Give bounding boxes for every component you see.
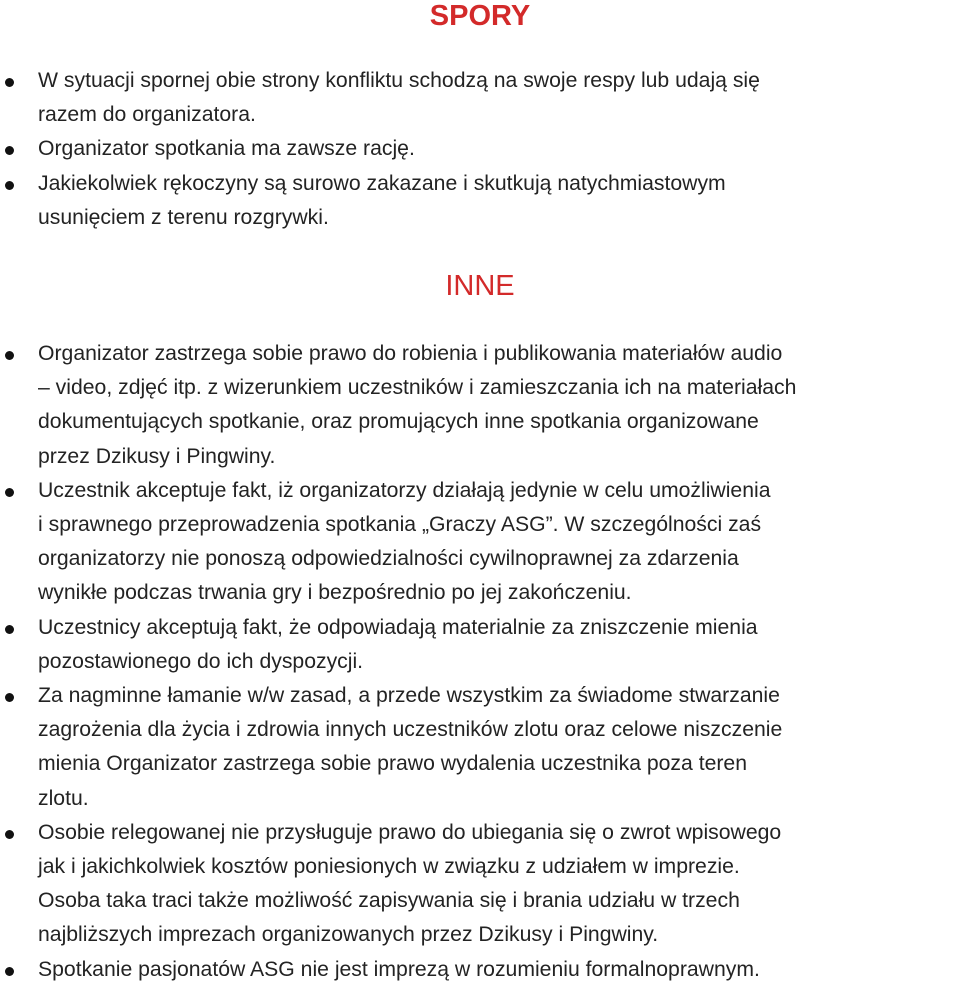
section-heading-spory: SPORY [429,0,531,32]
list-item [0,816,960,953]
rule-text: Spotkanie pasjonatów ASG nie jest imprezą w rozumieniu formalnoprawnym. [38,957,760,981]
rule-text: Organizator spotkania ma zawsze rację. [38,137,415,161]
bullet-icon [5,146,14,155]
bullet-icon [5,830,14,839]
rule-text: Organizator zastrzega sobie prawo do robienia i publikowania materiałów audio – video, zdjęć itp. z wizerunkiem uczestników i zamieszczania ich na materiałach dokumentujących spotkanie, oraz promujących inne spotkania organizowane przez Dzikusy i Pingwiny. [38,342,797,468]
bullet-icon [5,78,14,87]
inne-rules-list [0,337,960,987]
list-item [0,167,960,235]
bullet-icon [5,967,14,976]
rule-text: Uczestnik akceptuje fakt, iż organizatorzy działają jedynie w celu umożliwienia i sprawnego przeprowadzenia spotkania „Graczy ASG”. W szczególności zaś organizatorzy nie ponoszą odpowiedzialności cywilnoprawnej za zdarzenia wynikłe podczas trwania gry i bezpośrednio po jej zakończeniu. [38,478,771,605]
list-item [0,337,960,474]
rule-text: Osobie relegowanej nie przysługuje prawo do ubiegania się o zwrot wpisowego jak i jakichkolwiek kosztów poniesionych w związku z udziałem w imprezie. Osoba taka traci także możliwość zapisywania się i brania udziału w trzech najbliższych imprezach organizowanych przez Dzikusy i Pingwiny. [38,820,782,947]
bullet-icon [5,488,14,497]
spory-rules-list [0,64,960,235]
list-item [0,64,960,132]
section-heading-inne: INNE [445,270,515,302]
list-item [0,474,960,611]
bullet-icon [5,693,14,702]
bullet-icon [5,625,14,634]
list-item [0,611,960,679]
rule-text: Za nagminne łamanie w/w zasad, a przede wszystkim za świadome stwarzanie zagrożenia dla życia i zdrowia innych uczestników zlotu oraz celowe niszczenie mienia Organizator zastrzega sobie prawo wydalenia uczestnika poza teren zlotu. [38,684,783,810]
list-item [0,132,960,166]
bullet-icon [5,181,14,190]
rule-text: Jakiekolwiek rękoczyny są surowo zakazane i skutkują natychmiastowym usunięciem z terenu rozgrywki. [38,171,726,229]
rule-text: W sytuacji spornej obie strony konfliktu schodzą na swoje respy lub udają się razem do organizatora. [38,69,760,127]
bullet-icon [5,351,14,360]
rule-text: Uczestnicy akceptują fakt, że odpowiadają materialnie za zniszczenie mienia pozostawionego do ich dyspozycji. [38,615,758,673]
list-item [0,953,960,987]
list-item [0,679,960,816]
